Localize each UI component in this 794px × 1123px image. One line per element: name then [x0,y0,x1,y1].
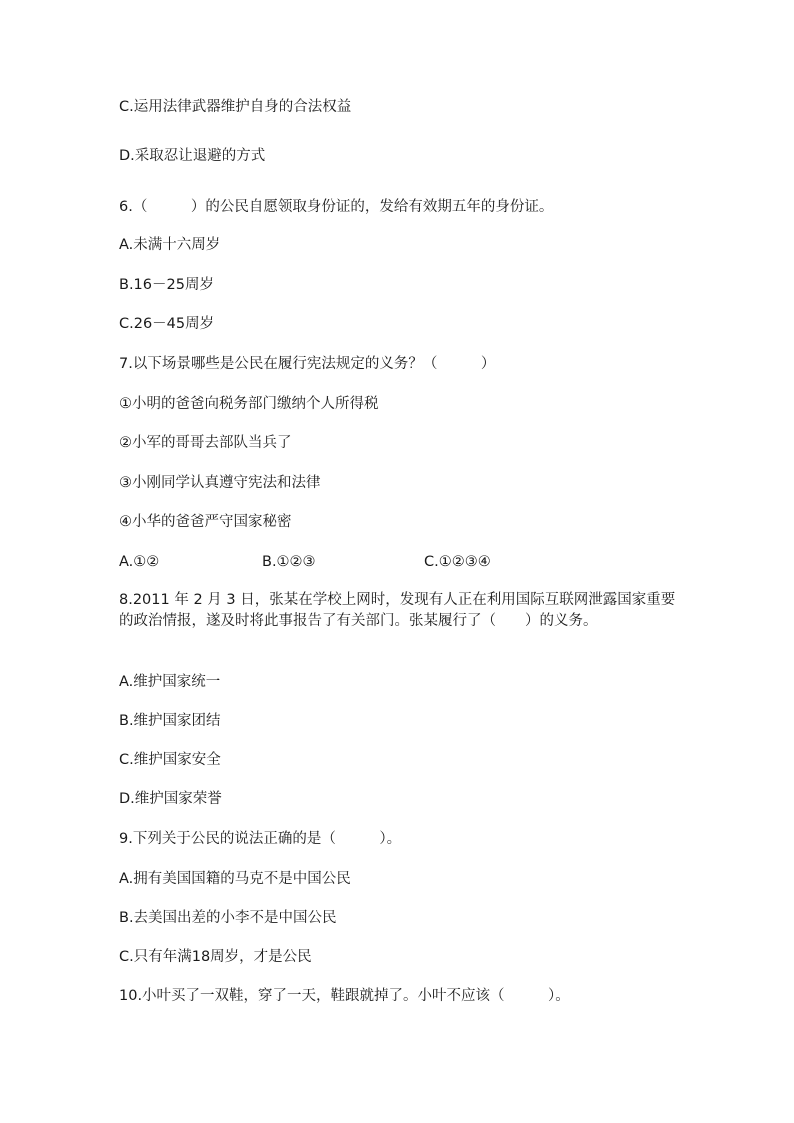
option-5d: D.采取忍让退避的方式 [119,148,266,164]
option-8a: A.维护国家统一 [119,674,221,690]
option-5c: C.运用法律武器维护自身的合法权益 [119,99,352,115]
statement-7-4: ④小华的爸爸严守国家秘密 [119,514,292,530]
question-10: 10.小叶买了一双鞋，穿了一天，鞋跟就掉了。小叶不应该（ ）。 [119,988,570,1004]
option-8c: C.维护国家安全 [119,752,221,768]
option-7b: B.①②③ [262,554,316,570]
question-6: 6.（ ）的公民自愿领取身份证的，发给有效期五年的身份证。 [119,199,554,215]
option-9c: C.只有年满18周岁，才是公民 [119,949,312,965]
option-8b: B.维护国家团结 [119,713,221,729]
option-8d: D.维护国家荣誉 [119,791,222,807]
option-9b: B.去美国出差的小李不是中国公民 [119,910,337,926]
question-8: 8.2011 年 2 月 3 日，张某在学校上网时，发现有人正在利用国际互联网泄露国家重要的政治情报，遂及时将此事报告了有关部门。张某履行了（ ）的义务。 [119,592,676,629]
option-9a: A.拥有美国国籍的马克不是中国公民 [119,871,351,887]
option-6c: C.26－45周岁 [119,316,215,332]
statement-7-2: ②小军的哥哥去部队当兵了 [119,435,292,451]
question-9: 9.下列关于公民的说法正确的是（ ）。 [119,831,402,847]
option-7c: C.①②③④ [424,554,491,570]
question-7: 7.以下场景哪些是公民在履行宪法规定的义务？（ ） [119,356,496,372]
statement-7-3: ③小刚同学认真遵守宪法和法律 [119,475,321,491]
statement-7-1: ①小明的爸爸向税务部门缴纳个人所得税 [119,396,379,412]
option-6a: A.未满十六周岁 [119,237,221,253]
option-7a: A.①② [119,554,160,570]
option-6b: B.16－25周岁 [119,277,214,293]
